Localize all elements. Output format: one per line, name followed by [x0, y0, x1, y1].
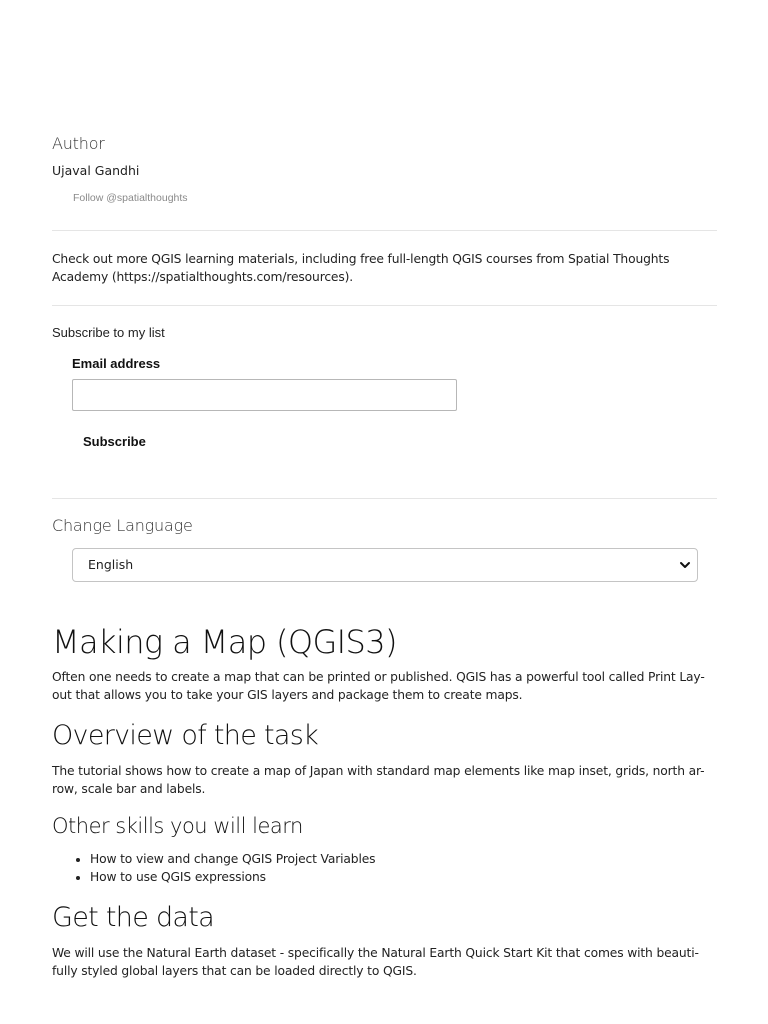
- author-heading: Author: [52, 134, 105, 153]
- promo-line: Academy (https://spatialthoughts.com/resources).: [52, 270, 354, 284]
- data-heading: Get the data: [52, 902, 215, 933]
- overview-line: row, scale bar and labels.: [52, 782, 206, 796]
- intro-line: out that allows you to take your GIS layers and package them to create maps.: [52, 688, 523, 702]
- language-heading: Change Language: [52, 516, 193, 535]
- language-selected-value: English: [88, 557, 134, 572]
- skills-list: [52, 850, 375, 886]
- data-line: We will use the Natural Earth dataset - specifically the Natural Earth Quick Start Kit that comes with beauti-: [52, 946, 699, 960]
- subscribe-button[interactable]: Subscribe: [72, 430, 157, 453]
- follow-twitter-link[interactable]: Follow @spatialthoughts: [73, 192, 188, 204]
- skills-heading: Other skills you will learn: [52, 814, 303, 838]
- data-line: fully styled global layers that can be loaded directly to QGIS.: [52, 964, 417, 978]
- promo-text: [52, 250, 722, 286]
- author-name: Ujaval Gandhi: [52, 163, 140, 178]
- divider: [52, 305, 717, 306]
- chevron-down-icon: [679, 559, 691, 574]
- list-item: • How to use QGIS expressions: [90, 868, 375, 886]
- divider: [52, 498, 717, 499]
- intro-line: Often one needs to create a map that can be printed or published. QGIS has a powerful tool called Print Lay-: [52, 670, 705, 684]
- intro-text: [52, 668, 722, 704]
- language-select[interactable]: [72, 548, 698, 582]
- page-title: Making a Map (QGIS3): [52, 623, 397, 661]
- data-text: [52, 944, 722, 980]
- email-field[interactable]: [72, 379, 457, 411]
- overview-line: The tutorial shows how to create a map of Japan with standard map elements like map inset, grids, north ar-: [52, 764, 705, 778]
- list-item: • How to view and change QGIS Project Variables: [90, 850, 375, 868]
- overview-text: [52, 762, 722, 798]
- subscribe-heading: Subscribe to my list: [52, 325, 165, 340]
- email-label: Email address: [72, 356, 161, 371]
- divider: [52, 230, 717, 231]
- promo-line: Check out more QGIS learning materials, including free full-length QGIS courses from Spatial Thoughts: [52, 252, 670, 266]
- overview-heading: Overview of the task: [52, 720, 319, 751]
